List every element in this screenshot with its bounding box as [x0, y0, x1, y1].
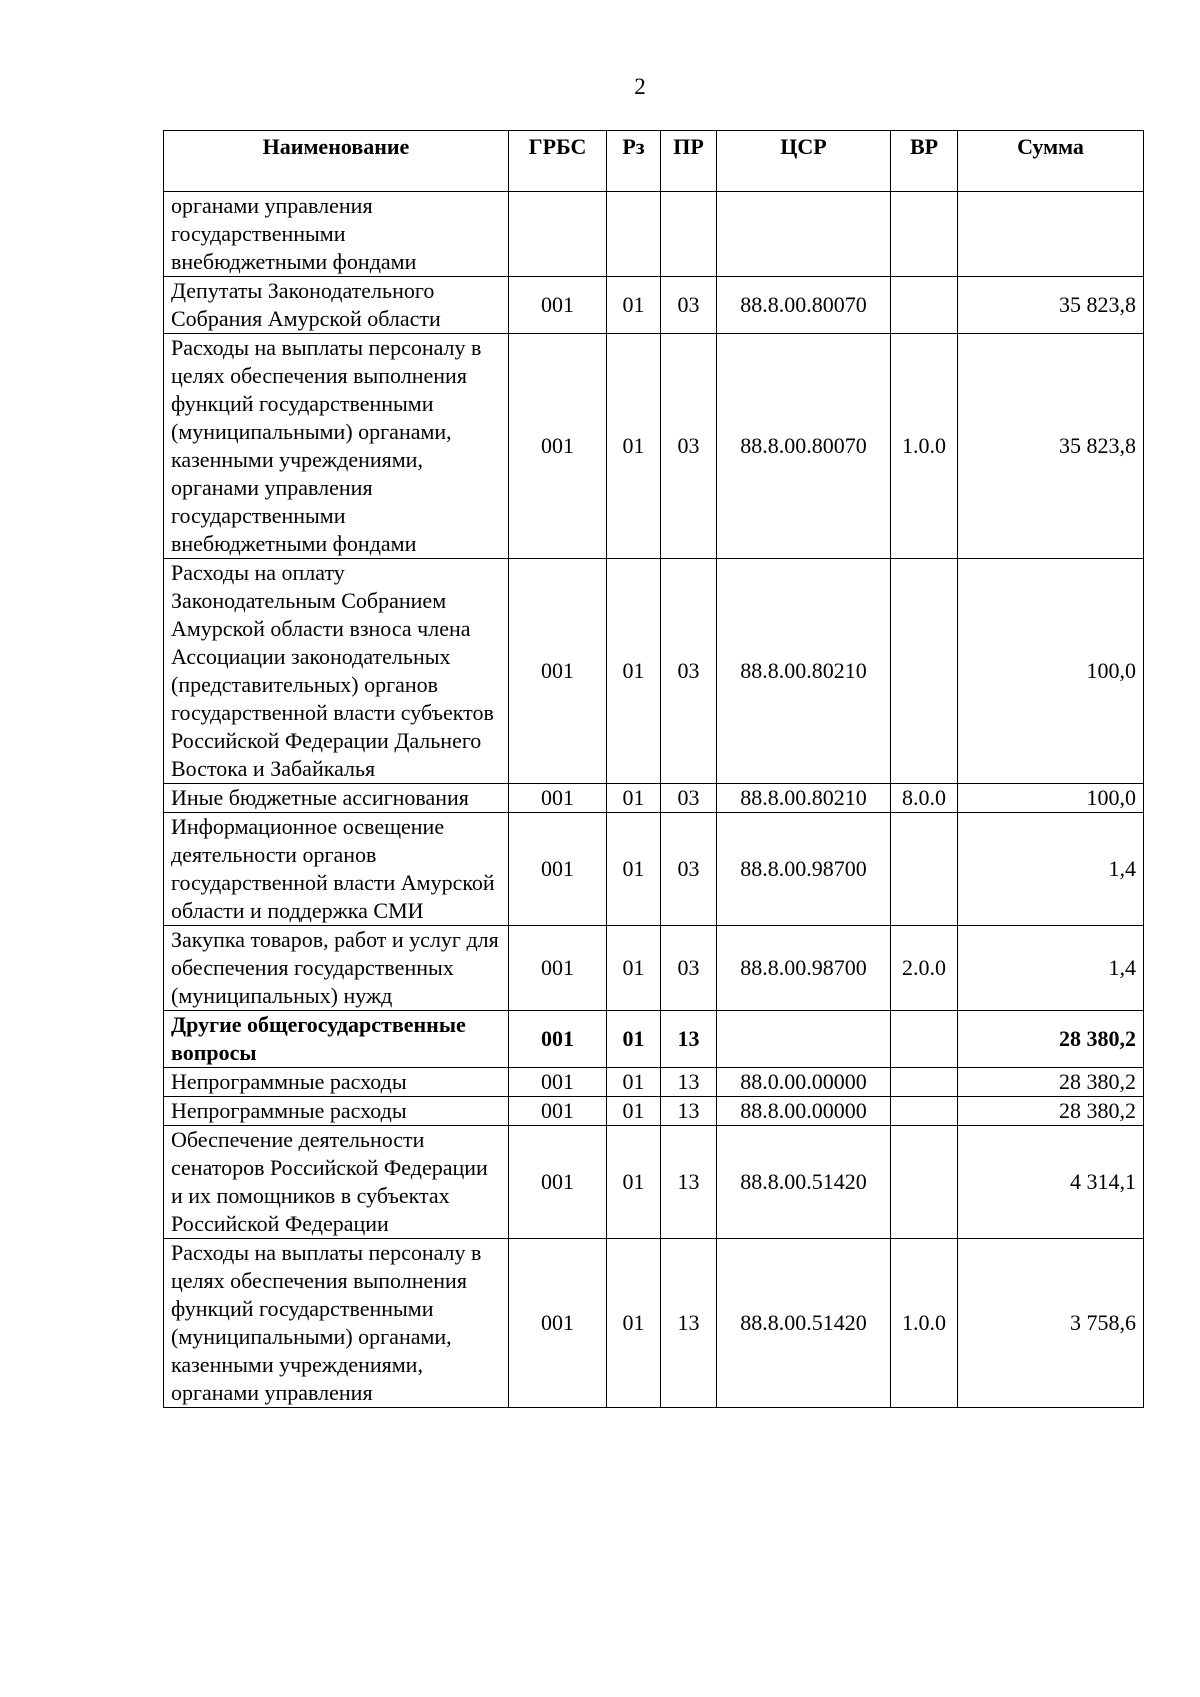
- cell-vr: 1.0.0: [891, 1239, 958, 1408]
- cell-grbs: 001: [509, 277, 607, 334]
- cell-grbs: 001: [509, 1239, 607, 1408]
- cell-vr: 8.0.0: [891, 784, 958, 813]
- cell-vr: [891, 1097, 958, 1126]
- cell-name: Депутаты Законодательного Собрания Амурской области: [164, 277, 509, 334]
- cell-name: Иные бюджетные ассигнования: [164, 784, 509, 813]
- cell-csr: 88.8.00.80070: [717, 277, 891, 334]
- cell-pr: 13: [661, 1011, 717, 1068]
- cell-rz: 01: [607, 277, 661, 334]
- cell-name: Обеспечение деятельности сенаторов Российской Федерации и их помощников в субъектах Российской Федерации: [164, 1126, 509, 1239]
- table-row: [164, 813, 1144, 926]
- cell-name: Расходы на выплаты персоналу в целях обеспечения выполнения функций государственными (муниципальными) органами, казенными учреждениями, органами управления государственными внебюджетными фондами: [164, 334, 509, 559]
- cell-vr: [891, 277, 958, 334]
- cell-sum: 1,4: [958, 813, 1144, 926]
- cell-sum: 4 314,1: [958, 1126, 1144, 1239]
- cell-pr: 03: [661, 926, 717, 1011]
- table-header-row: [164, 131, 1144, 192]
- cell-rz: 01: [607, 926, 661, 1011]
- cell-pr: 13: [661, 1097, 717, 1126]
- cell-grbs: 001: [509, 784, 607, 813]
- cell-grbs: 001: [509, 813, 607, 926]
- cell-sum: 28 380,2: [958, 1097, 1144, 1126]
- table-row: [164, 334, 1144, 559]
- cell-sum: 100,0: [958, 559, 1144, 784]
- table-row: [164, 192, 1144, 277]
- cell-rz: 01: [607, 1097, 661, 1126]
- cell-pr: 13: [661, 1126, 717, 1239]
- cell-csr: [717, 192, 891, 277]
- cell-pr: 13: [661, 1239, 717, 1408]
- cell-pr: 03: [661, 334, 717, 559]
- cell-name: Непрограммные расходы: [164, 1097, 509, 1126]
- cell-pr: 03: [661, 277, 717, 334]
- header-vr: ВР: [891, 131, 958, 192]
- cell-rz: [607, 192, 661, 277]
- cell-sum: 28 380,2: [958, 1011, 1144, 1068]
- header-rz: Рз: [607, 131, 661, 192]
- cell-rz: 01: [607, 784, 661, 813]
- cell-sum: 35 823,8: [958, 277, 1144, 334]
- table-row: [164, 1011, 1144, 1068]
- header-grbs: ГРБС: [509, 131, 607, 192]
- table-row: [164, 784, 1144, 813]
- cell-grbs: [509, 192, 607, 277]
- header-name: Наименование: [164, 131, 509, 192]
- cell-rz: 01: [607, 1126, 661, 1239]
- table-row: [164, 1068, 1144, 1097]
- cell-grbs: 001: [509, 559, 607, 784]
- cell-sum: 35 823,8: [958, 334, 1144, 559]
- cell-vr: [891, 192, 958, 277]
- header-csr: ЦСР: [717, 131, 891, 192]
- cell-sum: [958, 192, 1144, 277]
- cell-csr: 88.0.00.00000: [717, 1068, 891, 1097]
- budget-table: [163, 130, 1144, 1408]
- cell-rz: 01: [607, 1068, 661, 1097]
- cell-csr: 88.8.00.51420: [717, 1126, 891, 1239]
- cell-pr: 03: [661, 559, 717, 784]
- cell-csr: 88.8.00.80070: [717, 334, 891, 559]
- cell-pr: 13: [661, 1068, 717, 1097]
- cell-rz: 01: [607, 1011, 661, 1068]
- cell-grbs: 001: [509, 1126, 607, 1239]
- cell-name: органами управления государственными внебюджетными фондами: [164, 192, 509, 277]
- cell-vr: [891, 559, 958, 784]
- cell-grbs: 001: [509, 926, 607, 1011]
- cell-name: Другие общегосударственные вопросы: [164, 1011, 509, 1068]
- cell-sum: 3 758,6: [958, 1239, 1144, 1408]
- cell-rz: 01: [607, 559, 661, 784]
- cell-grbs: 001: [509, 334, 607, 559]
- table-row: [164, 1239, 1144, 1408]
- cell-pr: [661, 192, 717, 277]
- cell-csr: 88.8.00.98700: [717, 926, 891, 1011]
- table-row: [164, 926, 1144, 1011]
- cell-name: Расходы на оплату Законодательным Собранием Амурской области взноса члена Ассоциации законодательных (представительных) органов государственной власти субъектов Российской Федерации Дальнего Востока и Забайкалья: [164, 559, 509, 784]
- cell-name: Непрограммные расходы: [164, 1068, 509, 1097]
- table-row: [164, 277, 1144, 334]
- cell-vr: 1.0.0: [891, 334, 958, 559]
- cell-csr: 88.8.00.80210: [717, 559, 891, 784]
- cell-rz: 01: [607, 1239, 661, 1408]
- page-number: 2: [634, 74, 646, 99]
- cell-csr: 88.8.00.80210: [717, 784, 891, 813]
- cell-name: Закупка товаров, работ и услуг для обеспечения государственных (муниципальных) нужд: [164, 926, 509, 1011]
- cell-csr: 88.8.00.51420: [717, 1239, 891, 1408]
- header-sum: Сумма: [958, 131, 1144, 192]
- cell-pr: 03: [661, 813, 717, 926]
- cell-rz: 01: [607, 813, 661, 926]
- cell-sum: 1,4: [958, 926, 1144, 1011]
- cell-grbs: 001: [509, 1097, 607, 1126]
- cell-name: Расходы на выплаты персоналу в целях обеспечения выполнения функций государственными (муниципальными) органами, казенными учреждениями, органами управления: [164, 1239, 509, 1408]
- cell-vr: 2.0.0: [891, 926, 958, 1011]
- cell-vr: [891, 1011, 958, 1068]
- cell-vr: [891, 1068, 958, 1097]
- cell-name: Информационное освещение деятельности органов государственной власти Амурской области и поддержка СМИ: [164, 813, 509, 926]
- cell-csr: 88.8.00.98700: [717, 813, 891, 926]
- table-row: [164, 559, 1144, 784]
- cell-sum: 100,0: [958, 784, 1144, 813]
- cell-rz: 01: [607, 334, 661, 559]
- cell-vr: [891, 1126, 958, 1239]
- cell-csr: 88.8.00.00000: [717, 1097, 891, 1126]
- cell-grbs: 001: [509, 1011, 607, 1068]
- cell-sum: 28 380,2: [958, 1068, 1144, 1097]
- cell-vr: [891, 813, 958, 926]
- table-row: [164, 1126, 1144, 1239]
- cell-pr: 03: [661, 784, 717, 813]
- table-body: [164, 192, 1144, 1408]
- cell-csr: [717, 1011, 891, 1068]
- cell-grbs: 001: [509, 1068, 607, 1097]
- table-row: [164, 1097, 1144, 1126]
- header-pr: ПР: [661, 131, 717, 192]
